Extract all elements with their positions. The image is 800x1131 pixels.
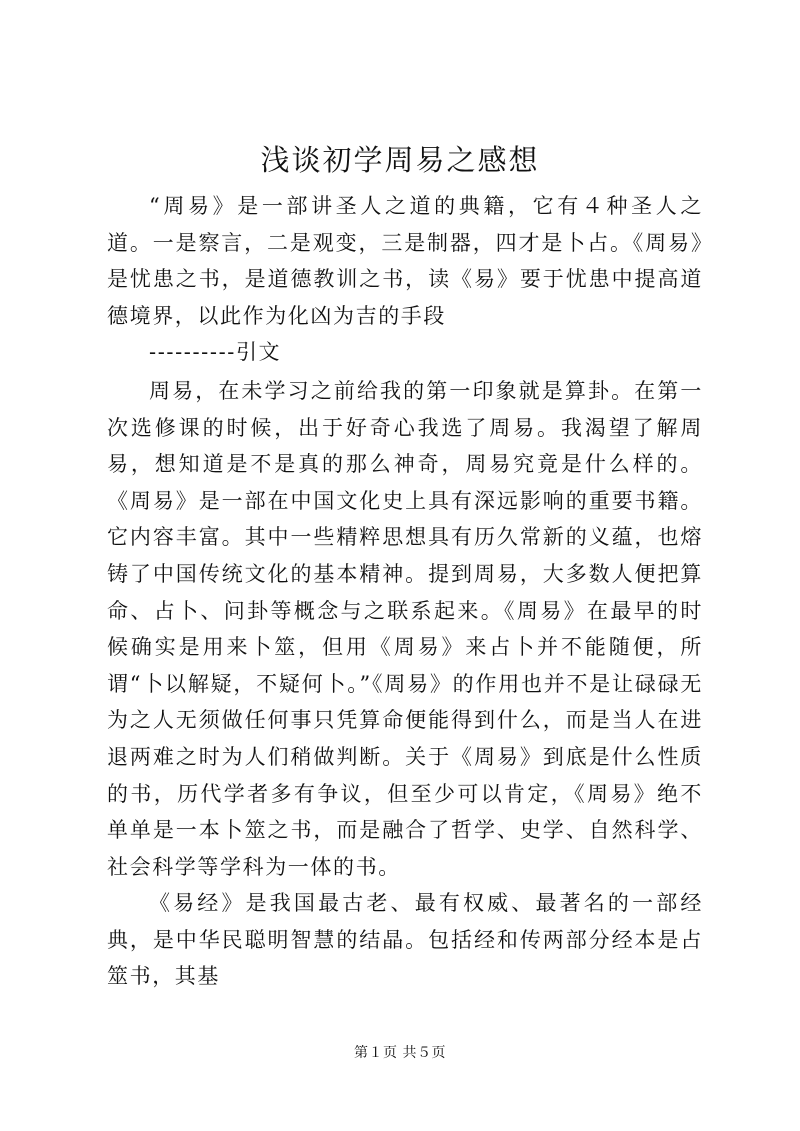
document-title: 浅谈初学周易之感想 [260, 143, 540, 177]
paragraph-main: 周易，在未学习之前给我的第一印象就是算卦。在第一次选修课的时候，出于好奇心我选了周易。我渴望了解周易，想知道是不是真的那么神奇，周易究竟是什么样的。《周易》是一部在中国文化史上具有深远影响的重要书籍。它内容丰富。其中一些精粹思想具有历久常新的义蕴，也熔铸了中国传统文化的基本精神。提到周易，大多数人便把算命、占卜、问卦等概念与之联系起来。《周易》在最早的时候确实是用来卜筮，但用《周易》来占卜并不能随便，所谓“卜以解疑，不疑何卜。”《周易》的作用也并不是让碌碌无为之人无须做任何事只凭算命便能得到什么，而是当人在进退两难之时为人们稍做判断。关于《周易》到底是什么性质的书，历代学者多有争议，但至少可以肯定，《周易》绝不单单是一本卜筮之书，而是融合了哲学、史学、自然科学、社会科学等学科为一体的书。 [107, 378, 703, 879]
paragraph-yijing: 《易经》是我国最古老、最有权威、最著名的一部经典，是中华民聪明智慧的结晶。包括经和传两部分经本是占筮书，其基 [107, 891, 703, 989]
paragraph-intro-quote: “周易》是一部讲圣人之道的典籍，它有４种圣人之道。一是察言，二是观变，三是制器，四才是卜占。《周易》是忧患之书，是道德教训之书，读《易》要于忧患中提高道德境界，以此作为化凶为吉的手段 [107, 194, 703, 328]
paragraph-citation: ----------引文 [149, 340, 282, 365]
document-body [107, 188, 703, 995]
page-footer: 第１页 共５页 [354, 1045, 446, 1061]
